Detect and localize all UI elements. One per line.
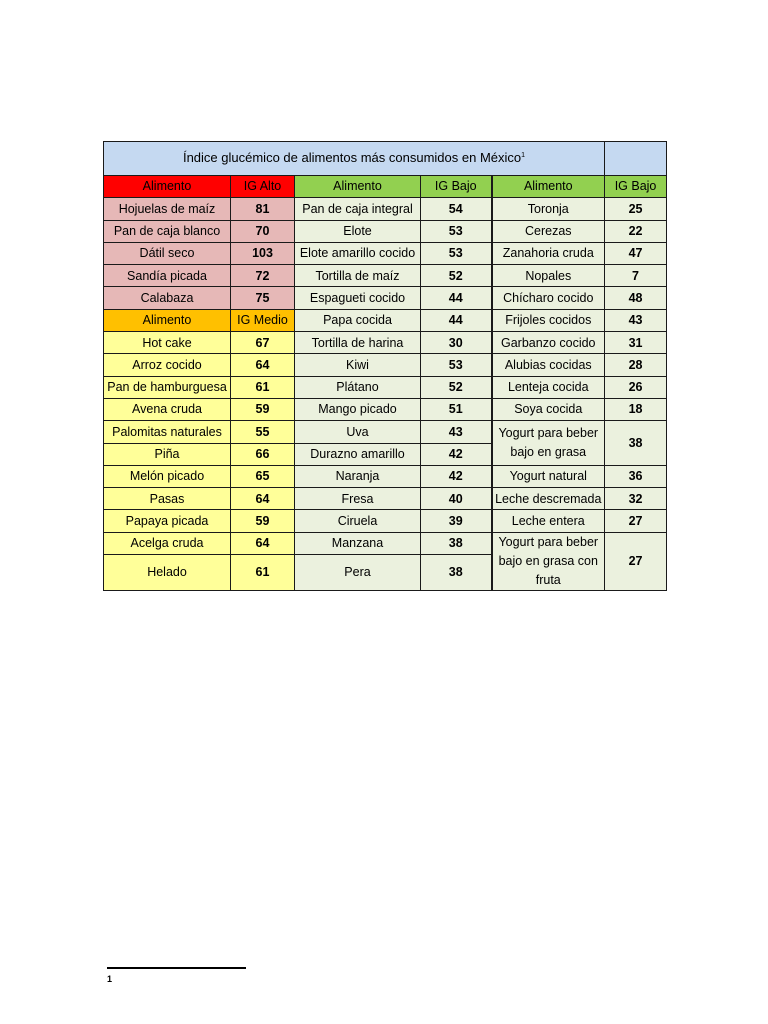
ig-bajo-value: 53 [421,242,492,264]
ig-bajo-2-value: 27 [605,510,667,532]
ig-bajo-value: 43 [421,421,492,443]
table-row [104,421,667,443]
food-alto: Sandía picada [104,265,231,287]
food-bajo: Naranja [295,465,421,487]
title-row [104,142,667,176]
footnote-separator [107,967,246,969]
food-alto: Calabaza [104,287,231,309]
food-bajo: Espagueti cocido [295,287,421,309]
header-alimento-alto: Alimento [104,176,231,198]
ig-medio-value: 59 [231,398,295,420]
ig-bajo-2-value: 31 [605,332,667,354]
ig-bajo-value: 54 [421,198,492,220]
food-bajo-2: Leche entera [492,510,605,532]
table-row [104,287,667,309]
ig-medio-value: 67 [231,332,295,354]
food-medio: Melón picado [104,465,231,487]
food-bajo-2: Leche descremada [492,488,605,510]
table-row [104,488,667,510]
food-alto: Dátil seco [104,242,231,264]
food-medio: Pan de hamburguesa [104,376,231,398]
ig-bajo-value: 38 [421,532,492,554]
food-bajo-2: Yogurt natural [492,465,605,487]
food-bajo-2: Yogurt para beber bajo en grasa con fruta [492,532,605,590]
ig-bajo-2-value: 48 [605,287,667,309]
ig-medio-value: 61 [231,376,295,398]
food-bajo-2: Lenteja cocida [492,376,605,398]
ig-bajo-2-value: 27 [605,532,667,590]
food-bajo: Elote [295,220,421,242]
ig-alto-value: 70 [231,220,295,242]
food-medio: Arroz cocido [104,354,231,376]
food-bajo-2: Garbanzo cocido [492,332,605,354]
ig-medio-value: 61 [231,555,295,591]
food-medio: Avena cruda [104,398,231,420]
footnote-ref: 1 [521,152,526,160]
ig-bajo-value: 42 [421,443,492,465]
table-row [104,198,667,220]
food-bajo-2: Cerezas [492,220,605,242]
food-medio: Hot cake [104,332,231,354]
food-bajo-2: Chícharo cocido [492,287,605,309]
food-bajo-2: Soya cocida [492,398,605,420]
table-row [104,510,667,532]
table-row [104,265,667,287]
ig-bajo-value: 44 [421,287,492,309]
table-row [104,398,667,420]
food-bajo-2: Yogurt para beber bajo en grasa [492,421,605,466]
ig-bajo-2-value: 18 [605,398,667,420]
ig-medio-value: 64 [231,488,295,510]
food-bajo: Manzana [295,532,421,554]
header-ig-bajo-2: IG Bajo [605,176,667,198]
table-title-text: Índice glucémico de alimentos más consumidos en México [182,150,522,166]
ig-alto-value: 72 [231,265,295,287]
header-alimento-medio: Alimento [104,309,231,331]
food-medio: Palomitas naturales [104,421,231,443]
ig-bajo-2-value: 7 [605,265,667,287]
ig-medio-value: 66 [231,443,295,465]
ig-bajo-value: 53 [421,354,492,376]
ig-bajo-value: 52 [421,376,492,398]
ig-bajo-2-value: 38 [605,421,667,466]
footnote-mark: 1 [107,974,113,984]
food-medio: Helado [104,555,231,591]
ig-bajo-2-value: 32 [605,488,667,510]
ig-alto-value: 75 [231,287,295,309]
food-bajo-2: Frijoles cocidos [492,309,605,331]
table-row [104,532,667,554]
food-bajo: Uva [295,421,421,443]
food-bajo-2: Zanahoria cruda [492,242,605,264]
ig-medio-value: 59 [231,510,295,532]
food-alto: Pan de caja blanco [104,220,231,242]
ig-medio-value: 64 [231,354,295,376]
ig-alto-value: 103 [231,242,295,264]
food-bajo: Papa cocida [295,309,421,331]
header-ig-alto: IG Alto [231,176,295,198]
ig-bajo-2-value: 22 [605,220,667,242]
table-title [104,142,605,176]
food-bajo: Elote amarillo cocido [295,242,421,264]
ig-medio-value: 65 [231,465,295,487]
food-medio: Acelga cruda [104,532,231,554]
ig-bajo-value: 51 [421,398,492,420]
header-alimento-bajo-2: Alimento [492,176,605,198]
food-bajo: Plátano [295,376,421,398]
ig-bajo-value: 42 [421,465,492,487]
ig-bajo-2-value: 25 [605,198,667,220]
glycemic-index-table [103,141,667,591]
food-bajo: Tortilla de maíz [295,265,421,287]
title-blank-cell [605,142,667,176]
ig-medio-value: 64 [231,532,295,554]
table-row [104,309,667,331]
table-row [104,376,667,398]
food-bajo: Durazno amarillo [295,443,421,465]
food-bajo: Fresa [295,488,421,510]
food-bajo: Tortilla de harina [295,332,421,354]
food-bajo-2: Alubias cocidas [492,354,605,376]
table-row [104,220,667,242]
header-row [104,176,667,198]
ig-alto-value: 81 [231,198,295,220]
food-bajo: Mango picado [295,398,421,420]
table-row [104,354,667,376]
header-alimento-bajo: Alimento [295,176,421,198]
ig-bajo-value: 38 [421,555,492,591]
ig-bajo-2-value: 36 [605,465,667,487]
ig-bajo-2-value: 28 [605,354,667,376]
food-alto: Hojuelas de maíz [104,198,231,220]
food-bajo: Pera [295,555,421,591]
food-bajo-2: Nopales [492,265,605,287]
table-row [104,332,667,354]
ig-medio-value: 55 [231,421,295,443]
food-medio: Piña [104,443,231,465]
ig-bajo-value: 44 [421,309,492,331]
ig-bajo-2-value: 47 [605,242,667,264]
table-row [104,465,667,487]
ig-bajo-2-value: 43 [605,309,667,331]
ig-bajo-value: 53 [421,220,492,242]
ig-bajo-value: 30 [421,332,492,354]
food-bajo: Kiwi [295,354,421,376]
ig-bajo-value: 39 [421,510,492,532]
food-medio: Papaya picada [104,510,231,532]
food-bajo: Ciruela [295,510,421,532]
food-medio: Pasas [104,488,231,510]
ig-bajo-value: 52 [421,265,492,287]
header-ig-bajo: IG Bajo [421,176,492,198]
ig-bajo-2-value: 26 [605,376,667,398]
header-ig-medio: IG Medio [231,309,295,331]
table-row [104,242,667,264]
food-bajo-2: Toronja [492,198,605,220]
food-bajo: Pan de caja integral [295,198,421,220]
ig-bajo-value: 40 [421,488,492,510]
